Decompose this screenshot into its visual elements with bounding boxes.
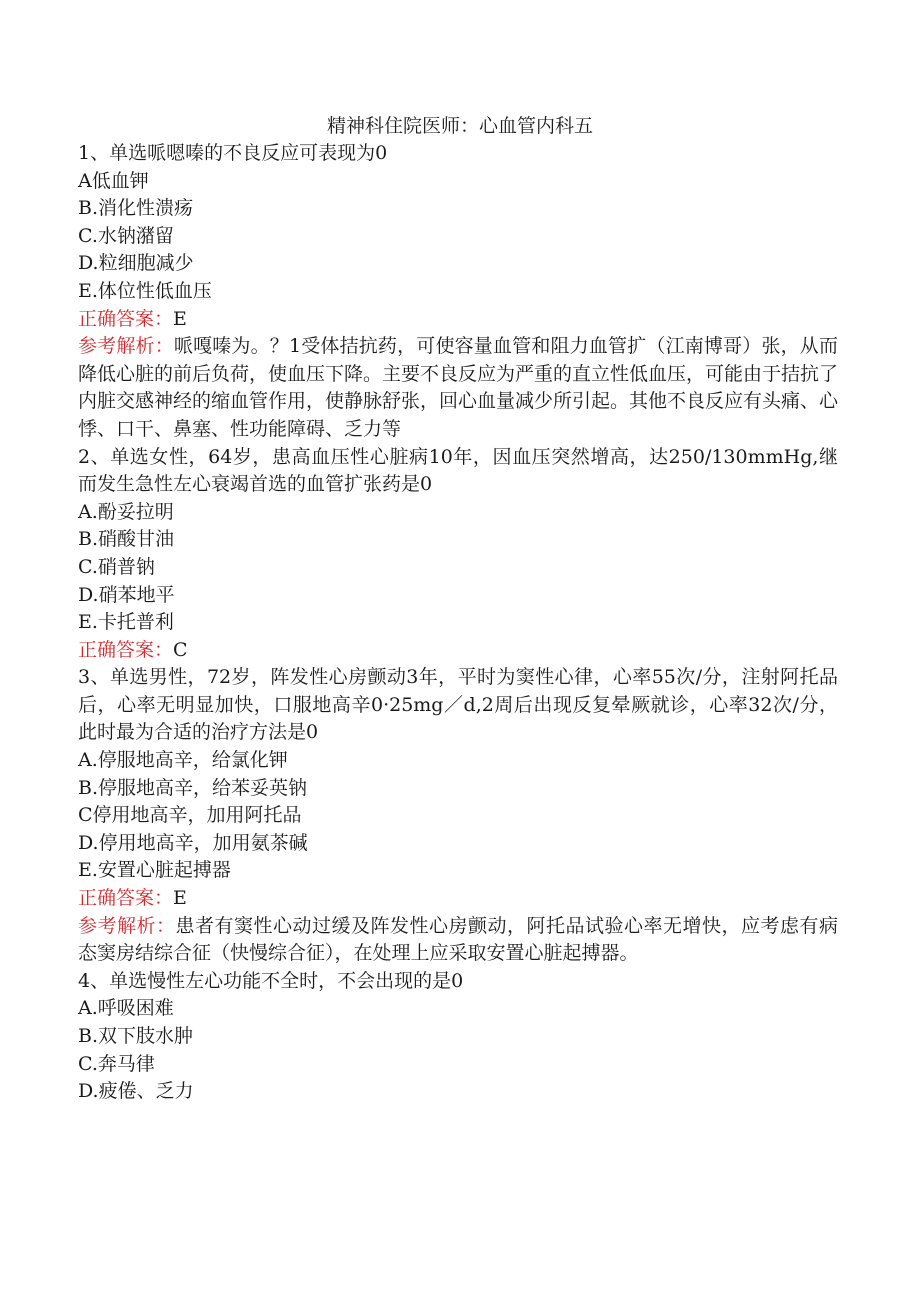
option-b: B.停服地高辛，给苯妥英钠 bbox=[78, 776, 308, 799]
option-c: C.奔马律 bbox=[78, 1052, 155, 1075]
question-stem: 2、单选女性，64岁，患高血压性心脏病10年，因血压突然增高，达250/130mmHg,继而发生急性左心衰竭首选的血管扩张药是0 bbox=[78, 445, 838, 496]
option-a: A.停服地高辛，给氯化钾 bbox=[78, 749, 288, 772]
page-title: 精神科住院医师：心血管内科五 bbox=[326, 115, 593, 137]
option-b: B.双下肢水肿 bbox=[78, 1025, 194, 1047]
option-d: D.停用地高辛，加用氨茶碱 bbox=[78, 831, 308, 854]
question-1 bbox=[78, 140, 838, 444]
question-3 bbox=[78, 664, 838, 968]
correct-answer bbox=[78, 637, 838, 665]
option-a: A低血钾 bbox=[78, 169, 149, 192]
answer-label: 正确答案： bbox=[78, 307, 174, 330]
analysis-label: 参考解析： bbox=[78, 335, 174, 358]
analysis-text: 患者有窦性心动过缓及阵发性心房颤动，阿托品试验心率无增快，应考虑有病态窦房结综合征（快慢综合征），在处理上应采取安置心脏起搏器。 bbox=[78, 914, 838, 965]
question-stem: 3、单选男性，72岁，阵发性心房颤动3年，平时为窦性心律，心率55次/分，注射阿托品后，心率无明显加快，口服地高辛0·25mg／d,2周后出现反复晕厥就诊，心率32次/分，此时最为合适的治疗方法是0 bbox=[78, 666, 838, 744]
question-2 bbox=[78, 444, 838, 665]
answer-label: 正确答案： bbox=[78, 887, 174, 910]
option-d: D.硝苯地平 bbox=[78, 583, 175, 606]
question-stem: 4、单选慢性左心功能不全时，不会出现的是0 bbox=[78, 969, 464, 992]
analysis-label: 参考解析： bbox=[78, 914, 176, 937]
answer-value: C bbox=[173, 638, 188, 661]
question-list bbox=[78, 140, 838, 1106]
analysis bbox=[78, 913, 838, 968]
option-c: C停用地高辛，加用阿托品 bbox=[78, 804, 302, 827]
answer-value: E bbox=[173, 307, 187, 330]
option-b: B.消化性溃疡 bbox=[78, 197, 194, 220]
analysis bbox=[78, 333, 838, 443]
option-b: B.硝酸甘油 bbox=[78, 528, 175, 551]
option-e: E.安置心脏起搏器 bbox=[78, 859, 231, 882]
correct-answer bbox=[78, 885, 838, 913]
option-d: D.疲倦、乏力 bbox=[78, 1080, 194, 1103]
option-a: A.酚妥拉明 bbox=[78, 500, 174, 523]
option-d: D.粒细胞减少 bbox=[78, 252, 194, 275]
option-a: A.呼吸困难 bbox=[78, 997, 174, 1020]
correct-answer bbox=[78, 306, 838, 334]
answer-label: 正确答案： bbox=[78, 638, 174, 661]
option-e: E.体位性低血压 bbox=[78, 279, 212, 302]
option-c: C.硝普钠 bbox=[78, 555, 155, 578]
question-stem: 1、单选哌嗯嗪的不良反应可表现为0 bbox=[78, 142, 388, 164]
option-c: C.水钠潴留 bbox=[78, 224, 174, 247]
option-e: E.卡托普利 bbox=[78, 611, 174, 634]
analysis-text: 哌嘎嗪为。？1受体拮抗药，可使容量血管和阻力血管扩（江南博哥）张，从而降低心脏的前后负荷，使血压下降。主要不良反应为严重的直立性低血压，可能由于拮抗了内脏交感神经的缩血管作用，使静脉舒张，回心血量减少所引起。其他不良反应有头痛、心悸、口干、鼻塞、性功能障碍、乏力等 bbox=[78, 335, 839, 440]
answer-value: E bbox=[173, 887, 187, 910]
question-4 bbox=[78, 968, 838, 1106]
